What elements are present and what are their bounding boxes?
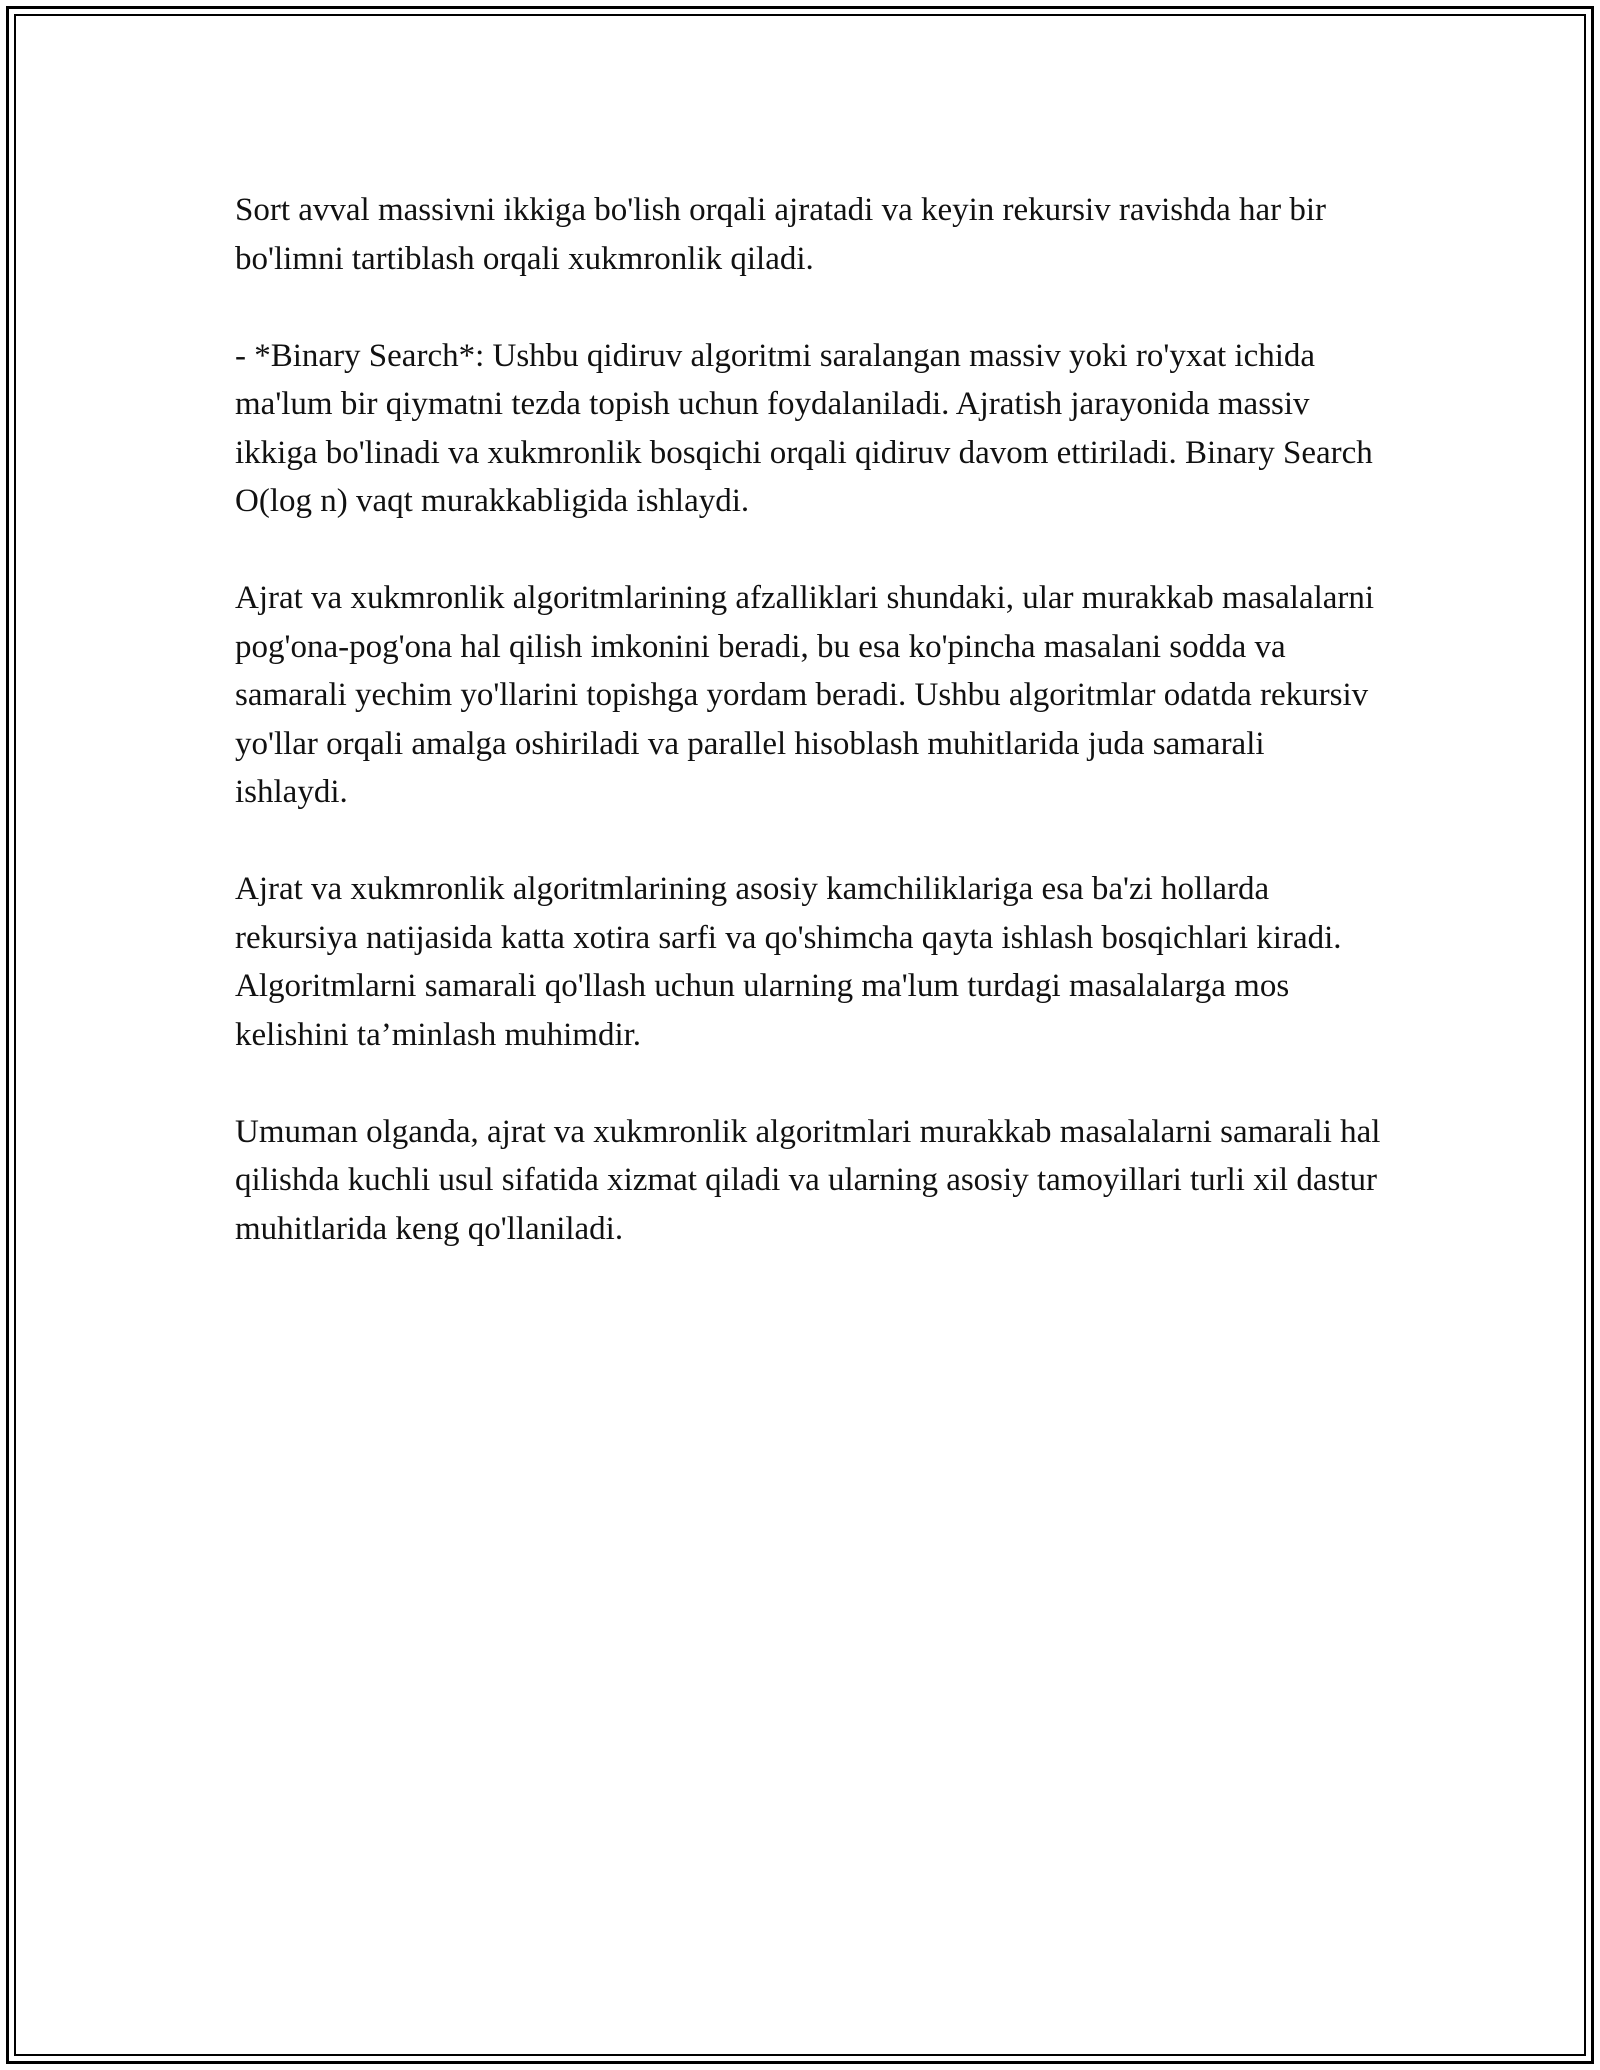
paragraph-conclusion: Umuman olganda, ajrat va xukmronlik algoritmlari murakkab masalalarni samarali hal qilishda kuchli usul sifatida xizmat qiladi va ularning asosiy tamoyillari turli xil dastur muhitlarida keng qo'llaniladi. bbox=[235, 1113, 1381, 1247]
document-body bbox=[235, 186, 1385, 1302]
paragraph-disadvantages: Ajrat va xukmronlik algoritmlarining asosiy kamchiliklariga esa ba'zi hollarda rekursiya natijasida katta xotira sarfi va qo'shimcha qayta ishlash bosqichlari kiradi. Algoritmlarni samarali qo'llash uchun ularning ma'lum turdagi masalalarga mos kelishini ta’minlash muhimdir. bbox=[235, 871, 1342, 1053]
paragraph-binary-search: - *Binary Search*: Ushbu qidiruv algoritmi saralangan massiv yoki ro'yxat ichida ma'lum bir qiymatni tezda topish uchun foydalaniladi. Ajratish jarayonida massiv ikkiga bo'linadi va xukmronlik bosqichi orqali qidiruv davom ettiriladi. Binary Search O(log n) vaqt murakkabligida ishlaydi. bbox=[235, 337, 1373, 519]
paragraph-merge-sort-intro: Sort avval massivni ikkiga bo'lish orqali ajratadi va keyin rekursiv ravishda har bir bo'limni tartiblash orqali xukmronlik qiladi. bbox=[235, 192, 1327, 277]
paragraph-advantages: Ajrat va xukmronlik algoritmlarining afzalliklari shundaki, ular murakkab masalalarni pog'ona-pog'ona hal qilish imkonini beradi, bu esa ko'pincha masalani sodda va samarali yechim yo'llarini topishga yordam beradi. Ushbu algoritmlar odatda rekursiv yo'llar orqali amalga oshiriladi va parallel hisoblash muhitlarida juda samarali ishlaydi. bbox=[235, 580, 1375, 810]
